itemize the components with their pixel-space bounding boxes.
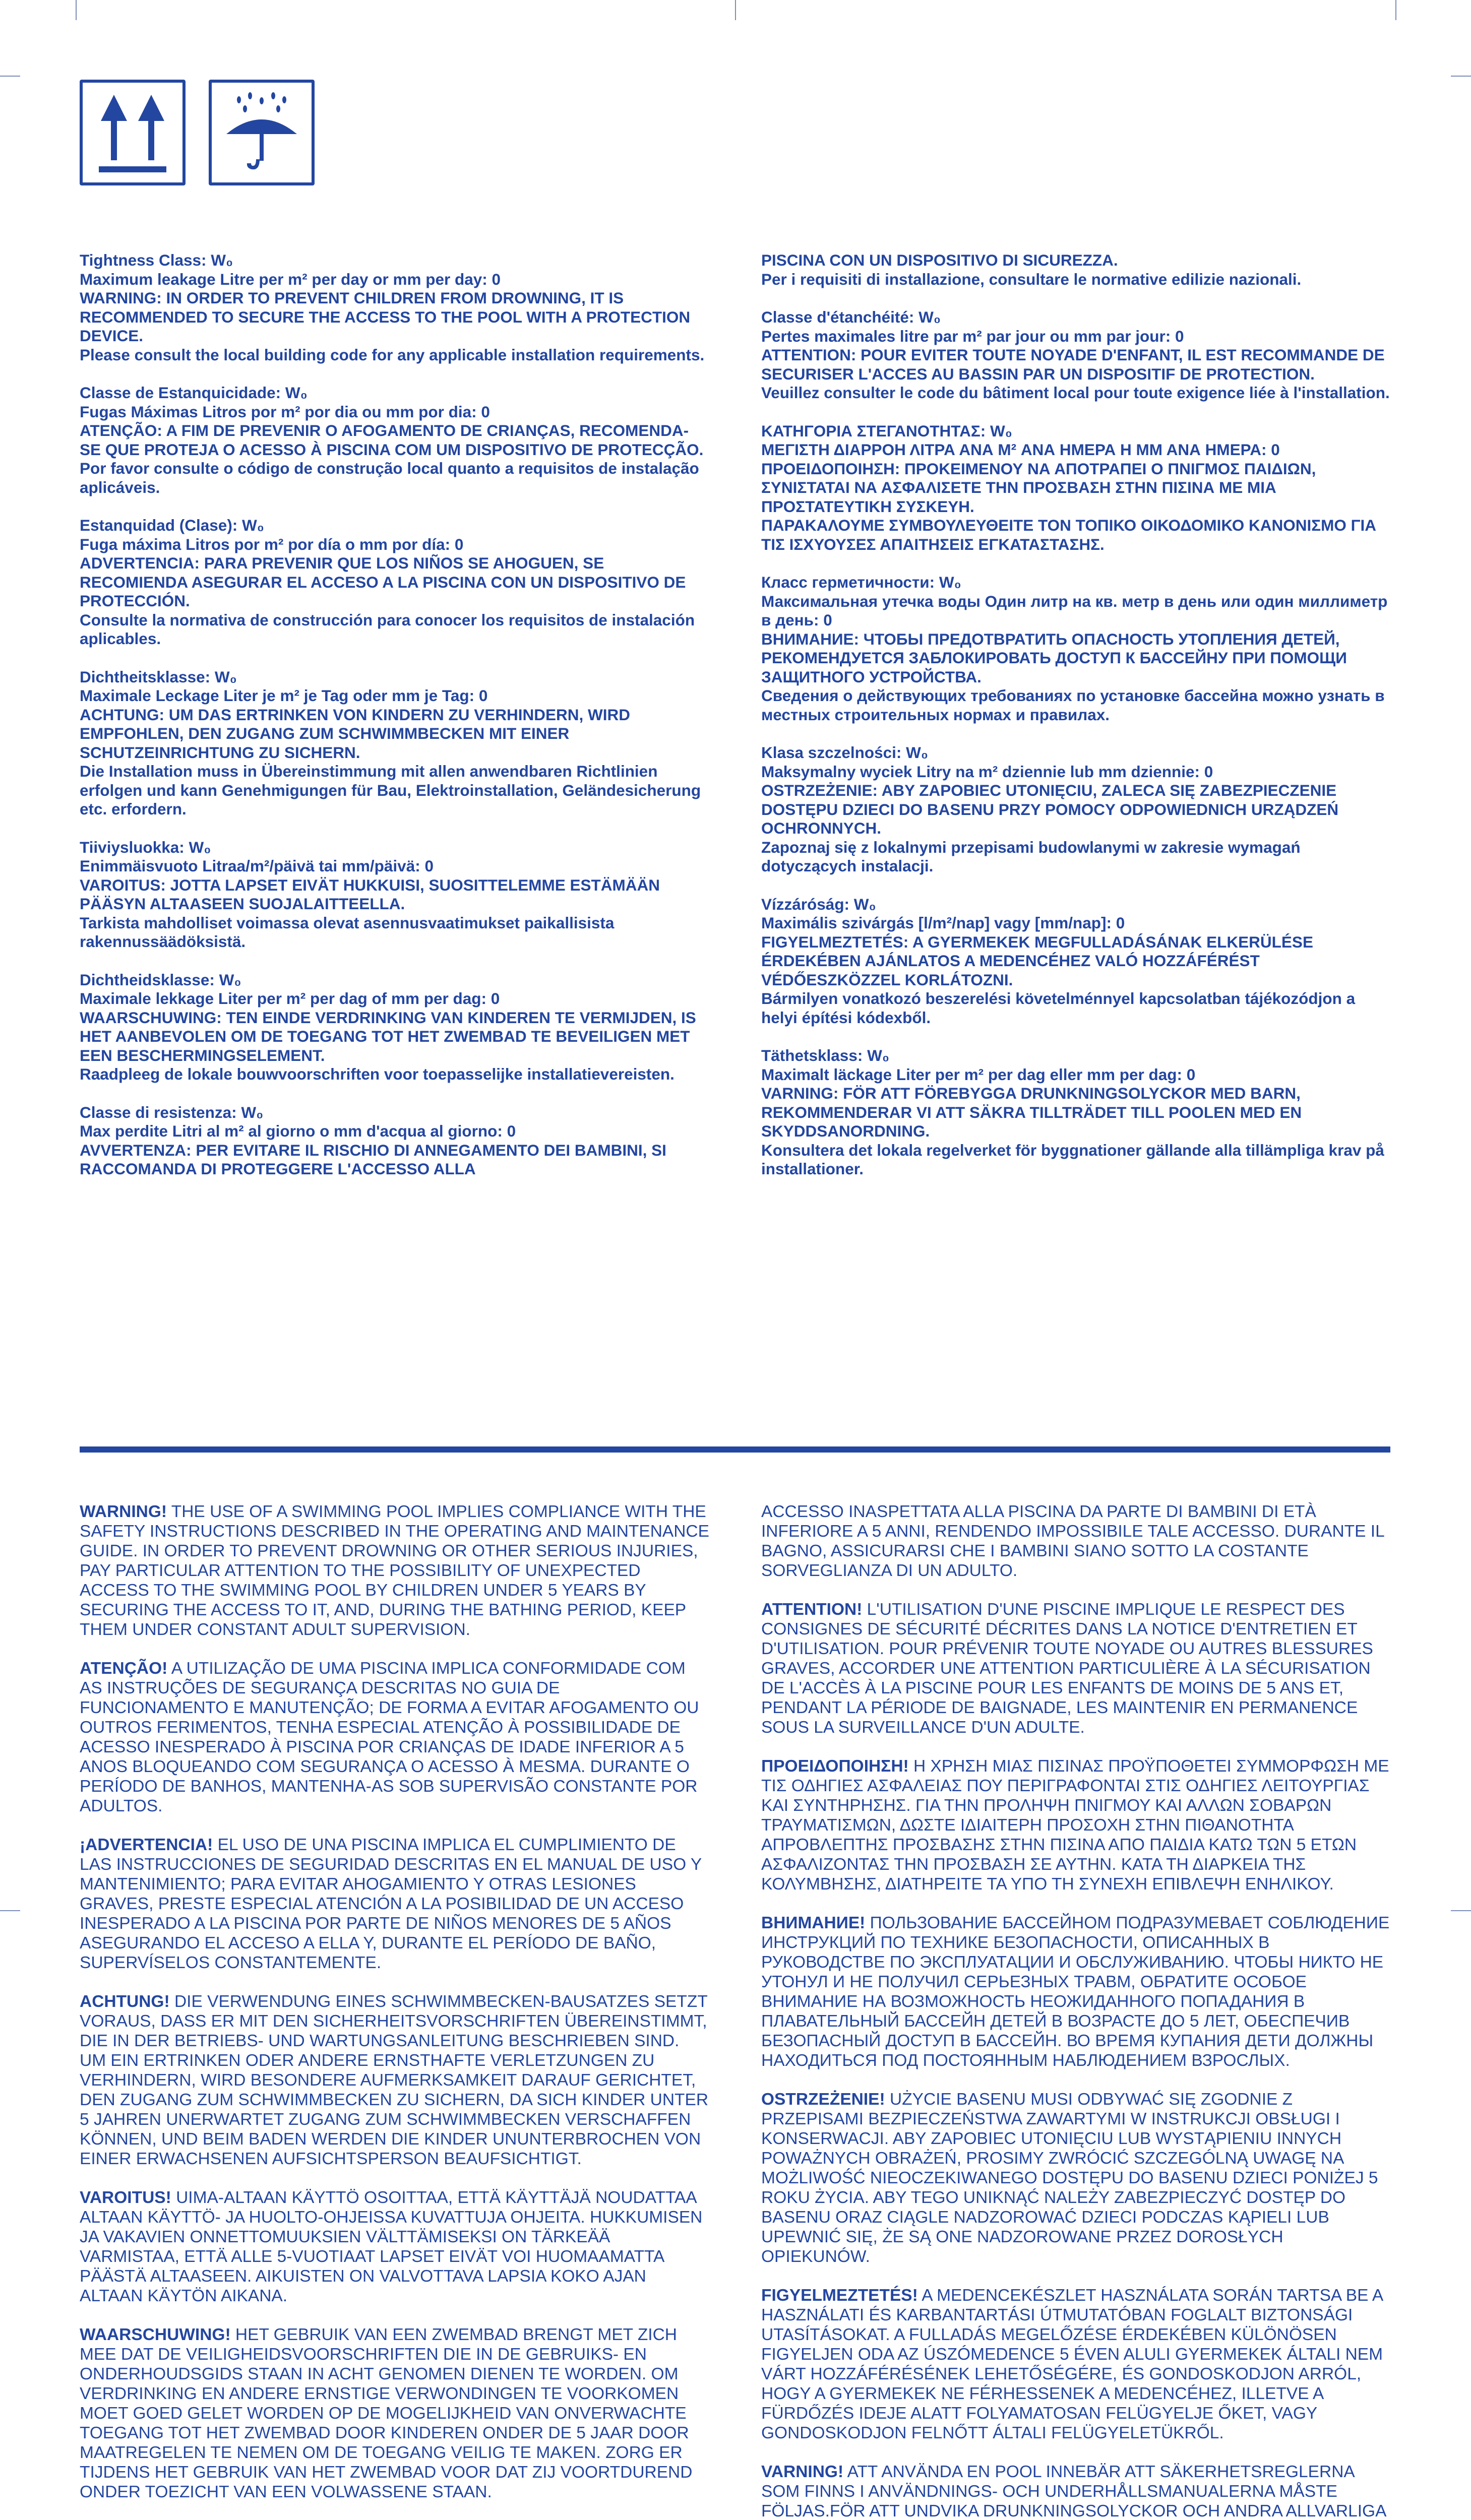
warning-sv: VARNING! ATT ANVÄNDA EN POOL INNEBÄR ATT SÄKERHETSREGLERNA SOM FINNS I ANVÄNDNINGS- OCH UNDERHÅLLSMANUALERNA MÅSTE FÖLJAS.FÖR ATT UNDVIKA DRUNKNINGSOLYCKOR OCH ANDRA ALLVARLIGA xyxy=(761,2463,1386,2520)
tightness-es: Estanquidad (Clase): W₀ Fuga máxima Litros por m² por día o mm por día: 0 ADVERTENCIA: PARA PREVENIR QUE LOS NIÑOS SE AHOGUEN, SE RECOMIENDA ASEGURAR EL ACCESO A LA PISCINA CON UN DISPOSITIVO DE PROTECCIÓN. Consulte la normativa de construcción para conocer los requisitos de instalación aplicables. xyxy=(80,516,695,648)
tightness-el: ΚΑΤΗΓΟΡΙΑ ΣΤΕΓΑΝΟΤΗΤΑΣ: W₀ ΜΕΓΙΣΤΗ ΔΙΑΡΡΟΗ ΛΙΤΡΑ ΑΝΑ M² ΑΝΑ ΗΜΕΡΑ Η ΜΜ ΑΝΑ ΗΜΕΡΑ: 0 ΠΡΟΕΙΔΟΠΟΙΗΣΗ: ΠΡΟΚΕΙΜΕΝΟΥ ΝΑ ΑΠΟΤΡΑΠΕΙ Ο ΠΝΙΓΜΟΣ ΠΑΙΔΙΩΝ, ΣΥΝΙΣΤΑΤΑΙ ΝΑ ΑΣΦΑΛΙΣΕΤΕ ΤΗΝ ΠΡΟΣΒΑΣΗ ΣΤΗΝ ΠΙΣΙΝΑ ΜΕ ΜΙΑ ΠΡΟΣΤΑΤΕΥΤΙΚΗ ΣΥΣΚΕΥΗ. ΠΑΡΑΚΑΛΟΥΜΕ ΣΥΜΒΟΥΛΕΥΘΕΙΤΕ ΤΟΝ ΤΟΠΙΚΟ ΟΙΚΟΔΟΜΙΚΟ ΚΑΝΟΝΙΣΜΟ ΓΙΑ ΤΙΣ ΙΣΧΥΟΥΣΕΣ ΑΠΑΙΤΗΣΕΙΣ ΕΓΚΑΤΑΣΤΑΣΗΣ. xyxy=(761,421,1377,553)
tightness-fi: Tiiviysluokka: W₀ Enimmäisvuoto Litraa/m²/päivä tai mm/päivä: 0 VAROITUS: JOTTA LAPSET EIVÄT HUKKUISI, SUOSITTELEMME ESTÄMÄÄN PÄÄSYN ALTAASEEN SUOJALAITTEELLA. Tarkista mahdolliset voimassa olevat asennusvaatimukset paikallisista rakennussäädöksistä. xyxy=(80,838,660,951)
crop-mark xyxy=(0,76,20,77)
tightness-fr: Classe d'étanchéité: W₀ Pertes maximales litre par m² par jour ou mm par jour: 0 ATTENTION: POUR EVITER TOUTE NOYADE D'ENFANT, IL EST RECOMMANDE DE SECURISER L'ACCES AU BASSIN PAR UN DISPOSITIF DE PROTECTION. Veuillez consulter le code du bâtiment local pour toute exigence liée à l'installation. xyxy=(761,308,1390,402)
tightness-class-left-column xyxy=(80,251,710,1198)
crop-mark xyxy=(1395,0,1396,20)
tightness-class-right-column xyxy=(761,251,1391,1198)
tightness-en: Tightness Class: W₀ Maximum leakage Litre per m² per day or mm per day: 0 WARNING: IN ORDER TO PREVENT CHILDREN FROM DROWNING, IT IS RECOMMENDED TO SECURE THE ACCESS TO THE POOL WITH A PROTECTION DEVICE. Please consult the local building code for any applicable installation requirements. xyxy=(80,251,705,364)
crop-mark xyxy=(1451,76,1471,77)
tightness-nl: Dichtheidsklasse: W₀ Maximale lekkage Liter per m² per dag of mm per dag: 0 WAARSCHUWING: TEN EINDE VERDRINKING VAN KINDEREN TE VERMIJDEN, IS HET AANBEVOLEN OM DE TOEGANG TOT HET ZWEMBAD TE BEVEILIGEN MET EEN BESCHERMINGSELEMENT. Raadpleeg de lokale bouwvoorschriften voor toepasselijke installatievereisten. xyxy=(80,970,696,1083)
warning-nl: WAARSCHUWING! HET GEBRUIK VAN EEN ZWEMBAD BRENGT MET ZICH MEE DAT DE VEILIGHEIDSVOORSCHRIFTEN DIE IN DE GEBRUIKS- EN ONDERHOUDSGIDS STAAN IN ACHT GENOMEN DIENEN TE WORDEN. OM VERDRINKING EN ANDERE ERNSTIGE VERWONDINGEN TE VOORKOMEN MOET GOED GELET WORDEN OP DE MOGELIJKHEID VAN ONVERWACHTE TOEGANG TOT HET ZWEMBAD DOOR KINDEREN ONDER DE 5 JAAR DOOR MAATREGELEN TE NEMEN OM DE TOEGANG VEILIG TE MAKEN. ZORG ER TIJDENS HET GEBRUIK VAN HET ZWEMBAD VOOR DAT ZIJ VOORTDUREND ONDER TOEZICHT VAN EEN VOLWASSENE STAAN. xyxy=(80,2325,693,2501)
warning-hu: FIGYELMEZTETÉS! A MEDENCEKÉSZLET HASZNÁLATA SORÁN TARTSA BE A HASZNÁLATI ÉS KARBANTARTÁSI ÚTMUTATÓBAN FOGLALT BIZTONSÁGI UTASÍTÁSOKAT. A FULLADÁS MEGELŐZÉSE ÉRDEKÉBEN KÜLÖNÖSEN FIGYELJEN ODA AZ ÚSZÓMEDENCE 5 ÉVEN ALULI GYERMEKEK ÁLTALI NEM VÁRT HOZZÁFÉRÉSÉNEK LEHETŐSÉGÉRE, ÉS GONDOSKODJON ARRÓL, HOGY A GYERMEKEK NE FÉRHESSENEK A MEDENCÉHEZ, ILLETVE A FÜRDŐZÉS IDEJE ALATT FOLYAMATOSAN FELÜGYELJE ŐKET, VAGY GONDOSKODJON FELNŐTT ÁLTALI FELÜGYELETÜKRŐL. xyxy=(761,2286,1383,2442)
warning-el: ΠΡΟΕΙΔΟΠΟΙΗΣΗ! Η ΧΡΗΣΗ ΜΙΑΣ ΠΙΣΙΝΑΣ ΠΡΟΫΠΟΘΕΤΕΙ ΣΥΜΜΟΡΦΩΣΗ ΜΕ ΤΙΣ ΟΔΗΓΙΕΣ ΑΣΦΑΛΕΙΑΣ ΠΟΥ ΠΕΡΙΓΡΑΦΟΝΤΑΙ ΣΤΙΣ ΟΔΗΓΙΕΣ ΛΕΙΤΟΥΡΓΙΑΣ ΚΑΙ ΣΥΝΤΗΡΗΣΗΣ. ΓΙΑ ΤΗΝ ΠΡΟΛΗΨΗ ΠΝΙΓΜΟΥ ΚΑΙ ΑΛΛΩΝ ΣΟΒΑΡΩΝ ΤΡΑΥΜΑΤΙΣΜΩΝ, ΔΩΣΤΕ ΙΔΙΑΙΤΕΡΗ ΠΡΟΣΟΧΗ ΣΤΗΝ ΠΙΘΑΝΟΤΗΤΑ ΑΠΡΟΒΛΕΠΤΗΣ ΠΡΟΣΒΑΣΗΣ ΣΤΗΝ ΠΙΣΙΝΑ ΑΠΟ ΠΑΙΔΙΑ ΚΑΤΩ ΤΩΝ 5 ΕΤΩΝ ΑΣΦΑΛΙΖΟΝΤΑΣ ΤΗΝ ΠΡΟΣΒΑΣΗ ΣΕ ΑΥΤΗΝ. ΚΑΤΑ ΤΗ ΔΙΑΡΚΕΙΑ ΤΗΣ ΚΟΛΥΜΒΗΣΗΣ, ΔΙΑΤΗΡΕΙΤΕ ΤΑ ΥΠΟ ΤΗ ΣΥΝΕΧΗ ΕΠΙΒΛΕΨΗ ΕΝΗΛΙΚΟΥ. xyxy=(761,1757,1389,1894)
warning-fi: VAROITUS! UIMA-ALTAAN KÄYTTÖ OSOITTAA, ETTÄ KÄYTTÄJÄ NOUDATTAA ALTAAN KÄYTTÖ- JA HUOLTO-OHJEISSA KUVATTUJA OHJEITA. HUKKUMISEN JA VAKAVIEN ONNETTOMUUKSIEN VÄLTTÄMISEKSI ON TÄRKEÄÄ VARMISTAA, ETTÄ ALLE 5-VUOTIAAT LAPSET EIVÄT VOI HUOMAAMATTA PÄÄSTÄ ALTAASEEN. AIKUISTEN ON VALVOTTAVA LAPSIA KOKO AJAN ALTAAN KÄYTÖN AIKANA. xyxy=(80,2188,703,2305)
this-way-up-icon xyxy=(80,80,186,185)
warning-ru: ВНИМАНИЕ! ПОЛЬЗОВАНИЕ БАССЕЙНОМ ПОДРАЗУМЕВАЕТ СОБЛЮДЕНИЕ ИНСТРУКЦИЙ ПО ТЕХНИКЕ БЕЗОПАСНОСТИ, ОПИСАННЫХ В РУКОВОДСТВЕ ПО ЭКСПЛУАТАЦИИ И ОБСЛУЖИВАНИЮ. ЧТОБЫ НИКТО НЕ УТОНУЛ И НЕ ПОЛУЧИЛ СЕРЬЕЗНЫХ ТРАВМ, ОБРАТИТЕ ОСОБОЕ ВНИМАНИЕ НА ВОЗМОЖНОСТЬ НЕОЖИДАННОГО ПОПАДАНИЯ В ПЛАВАТЕЛЬНЫЙ БАССЕЙН ДЕТЕЙ В ВОЗРАСТЕ ДО 5 ЛЕТ, ОБЕСПЕЧИВ БЕЗОПАСНЫЙ ДОСТУП В БАССЕЙН. ВО ВРЕМЯ КУПАНИЯ ДЕТИ ДОЛЖНЫ НАХОДИТЬСЯ ПОД ПОСТОЯННЫМ НАБЛЮДЕНИЕМ ВЗРОСЛЫХ. xyxy=(761,1914,1390,2070)
warning-pl: OSTRZEŻENIE! UŻYCIE BASENU MUSI ODBYWAĆ SIĘ ZGODNIE Z PRZEPISAMI BEZPIECZEŃSTWA ZAWARTYMI W INSTRUKCJI OBSŁUGI I KONSERWACJI. ABY ZAPOBIEC UTONIĘCIU LUB WYSTĄPIENIU INNYCH POWAŻNYCH OBRAŻEŃ, PROSIMY ZWRÓCIĆ SZCZEGÓLNĄ UWAGĘ NA MOŻLIWOŚĆ NIEOCZEKIWANEGO DOSTĘPU DO BASENU DZIECI PONIŻEJ 5 ROKU ŻYCIA. ABY TEGO UNIKNĄĆ NALEŻY ZABEZPIECZYĆ DOSTĘP DO BASENU ORAZ CIĄGLE NADZOROWAĆ DZIECI PODCZAS KĄPIELI LUB UPEWNIĆ SIĘ, ŻE SĄ ONE NADZOROWANE PRZEZ DOROSŁYCH OPIEKUNÓW. xyxy=(761,2090,1378,2266)
warning-pt: ATENÇÃO! A UTILIZAÇÃO DE UMA PISCINA IMPLICA CONFORMIDADE COM AS INSTRUÇÕES DE SEGURANÇA DESCRITAS NO GUIA DE FUNCIONAMENTO E MANUTENÇÃO; DE FORMA A EVITAR AFOGAMENTO OU OUTROS FERIMENTOS, TENHA ESPECIAL ATENÇÃO À POSSIBILIDADE DE ACESSO INESPERADO À PISCINA POR CRIANÇAS DE IDADE INFERIOR A 5 ANOS BLOQUEANDO COM SEGURANÇA O ACESSO À MESMA. DURANTE O PERÍODO DE BANHOS, MANTENHA-AS SOB SUPERVISÃO CONSTANTE POR ADULTOS. xyxy=(80,1659,699,1815)
tightness-pl: Klasa szczelności: W₀ Maksymalny wyciek Litry na m² dziennie lub mm dziennie: 0 OSTRZEŻENIE: ABY ZAPOBIEC UTONIĘCIU, ZALECA SIĘ ZABEZPIECZENIE DOSTĘPU DZIECI DO BASENU PRZY POMOCY ODPOWIEDNICH URZĄDZEŃ OCHRONNYCH. Zapoznaj się z lokalnymi przepisami budowlanymi w zakresie wymagań dotyczących instalacji. xyxy=(761,743,1339,875)
crop-mark xyxy=(1451,1910,1471,1911)
tightness-ru: Класс герметичности: W₀ Максимальная утечка воды Один литр на кв. метр в день или один миллиметр в день: 0 ВНИМАНИЕ: ЧТОБЫ ПРЕДОТВРАТИТЬ ОПАСНОСТЬ УТОПЛЕНИЯ ДЕТЕЙ, РЕКОМЕНДУЕТСЯ ЗАБЛОКИРОВАТЬ ДОСТУП К БАССЕЙНУ ПРИ ПОМОЩИ ЗАЩИТНОГО УСТРОЙСТВА. Сведения о действующих требованиях по установке бассейна можно узнать в местных строительных нормах и правилах. xyxy=(761,573,1388,724)
tightness-it-cont: PISCINA CON UN DISPOSITIVO DI SICUREZZA. Per i requisiti di installazione, consultare le normative edilizie nazionali. xyxy=(761,251,1302,288)
tightness-de: Dichtheitsklasse: W₀ Maximale Leckage Liter je m² je Tag oder mm je Tag: 0 ACHTUNG: UM DAS ERTRINKEN VON KINDERN ZU VERHINDERN, WIRD EMPFOHLEN, DEN ZUGANG ZUM SCHWIMMBECKEN MIT EINER SCHUTZEINRICHTUNG ZU SICHERN. Die Installation muss in Übereinstimmung mit allen anwendbaren Richtlinien erfolgen und kann Genehmigungen für Bau, Elektroinstallation, Geländesicherung etc. erfordern. xyxy=(80,667,701,818)
pool-warning-left-column xyxy=(80,1502,710,2520)
tightness-sv: Täthetsklass: W₀ Maximalt läckage Liter per m² per dag eller mm per dag: 0 VARNING: FÖR ATT FÖREBYGGA DRUNKNINGSOLYCKOR MED BARN, REKOMMENDERAR VI ATT SÄKRA TILLTRÄDET TILL POOLEN MED EN SKYDDSANORDNING. Konsultera det lokala regelverket för byggnationer gällande alla tillämpliga krav på installationer. xyxy=(761,1046,1384,1178)
warning-fr: ATTENTION! L'UTILISATION D'UNE PISCINE IMPLIQUE LE RESPECT DES CONSIGNES DE SÉCURITÉ DÉCRITES DANS LA NOTICE D'ENTRETIEN ET D'UTILISATION. POUR PRÉVENIR TOUTE NOYADE OU AUTRES BLESSURES GRAVES, ACCORDER UNE ATTENTION PARTICULIÈRE À LA SÉCURISATION DE L'ACCÈS À LA PISCINE POUR LES ENFANTS DE MOINS DE 5 ANS ET, PENDANT LA PÉRIODE DE BAIGNADE, LES MAINTENIR EN PERMANENCE SOUS LA SURVEILLANCE D'UN ADULTE. xyxy=(761,1600,1373,1737)
tightness-hu: Vízzáróság: W₀ Maximális szivárgás [l/m²/nap] vagy [mm/nap]: 0 FIGYELMEZTETÉS: A GYERMEKEK MEGFULLADÁSÁNAK ELKERÜLÉSE ÉRDEKÉBEN AJÁNLATOS A MEDENCÉHEZ VALÓ HOZZÁFÉRÉST VÉDŐESZKÖZZEL KORLÁTOZNI. Bármilyen vonatkozó beszerelési követelménnyel kapcsolatban tájékozódjon a helyi építési kódexből. xyxy=(761,895,1356,1027)
keep-dry-icon xyxy=(209,80,315,185)
crop-mark xyxy=(735,0,736,20)
tightness-it: Classe di resistenza: W₀ Max perdite Litri al m² al giorno o mm d'acqua al giorno: 0 AVVERTENZA: PER EVITARE IL RISCHIO DI ANNEGAMENTO DEI BAMBINI, SI RACCOMANDA DI PROTEGGERE L'ACCESSO ALLA xyxy=(80,1103,666,1178)
warning-en: WARNING! THE USE OF A SWIMMING POOL IMPLIES COMPLIANCE WITH THE SAFETY INSTRUCTIONS DESCRIBED IN THE OPERATING AND MAINTENANCE GUIDE. IN ORDER TO PREVENT DROWNING OR OTHER SERIOUS INJURIES, PAY PARTICULAR ATTENTION TO THE POSSIBILITY OF UNEXPECTED ACCESS TO THE SWIMMING POOL BY CHILDREN UNDER 5 YEARS BY SECURING THE ACCESS TO IT, AND, DURING THE BATHING PERIOD, KEEP THEM UNDER CONSTANT ADULT SUPERVISION. xyxy=(80,1502,709,1639)
crop-mark xyxy=(0,1910,20,1911)
crop-mark xyxy=(76,0,77,20)
warning-it-cont: ACCESSO INASPETTATA ALLA PISCINA DA PARTE DI BAMBINI DI ETÀ INFERIORE A 5 ANNI, RENDENDO IMPOSSIBILE TALE ACCESSO. DURANTE IL BAGNO, ASSICURARSI CHE I BAMBINI SIANO SOTTO LA COSTANTE SORVEGLIANZA DI UN ADULTO. xyxy=(761,1502,1384,1580)
pool-warning-right-column xyxy=(761,1502,1391,2520)
section-divider xyxy=(80,1446,1390,1453)
package-icons xyxy=(80,80,315,185)
warning-es: ¡ADVERTENCIA! EL USO DE UNA PISCINA IMPLICA EL CUMPLIMIENTO DE LAS INSTRUCCIONES DE SEGURIDAD DESCRITAS EN EL MANUAL DE USO Y MANTENIMIENTO; PARA EVITAR AHOGAMIENTO Y OTRAS LESIONES GRAVES, PRESTE ESPECIAL ATENCIÓN A LA POSIBILIDAD DE UN ACCESO INESPERADO A LA PISCINA POR PARTE DE NIÑOS MENORES DE 5 AÑOS ASEGURANDO EL ACCESO A ELLA Y, DURANTE EL PERÍODO DE BAÑO, SUPERVÍSELOS CONSTANTEMENTE. xyxy=(80,1836,702,1972)
tightness-pt: Classe de Estanquicidade: W₀ Fugas Máximas Litros por m² por dia ou mm por dia: 0 ATENÇÃO: A FIM DE PREVENIR O AFOGAMENTO DE CRIANÇAS, RECOMENDA-SE QUE PROTEJA O ACESSO À PISCINA COM UM DISPOSITIVO DE PROTECÇÃO. Por favor consulte o código de construção local quanto a requisitos de instalação aplicáveis. xyxy=(80,384,704,496)
warning-de: ACHTUNG! DIE VERWENDUNG EINES SCHWIMMBECKEN-BAUSATZES SETZT VORAUS, DASS ER MIT DEN SICHERHEITSVORSCHRIFTEN ÜBEREINSTIMMT, DIE IN DER BETRIEBS- UND WARTUNGSANLEITUNG BESCHRIEBEN SIND. UM EIN ERTRINKEN ODER ANDERE ERNSTHAFTE VERLETZUNGEN ZU VERHINDERN, WIRD BESONDERE AUFMERKSAMKEIT DARAUF GERICHTET, DEN ZUGANG ZUM SCHWIMMBECKEN ZU SICHERN, DA SICH KINDER UNTER 5 JAHREN UNERWARTET ZUGANG ZUM SCHWIMMBECKEN VERSCHAFFEN KÖNNEN, UND BEIM BADEN WERDEN DIE KINDER UNUNTERBROCHEN VON EINER ERWACHSENEN AUFSICHTSPERSON BEAUFSICHTIGT. xyxy=(80,1992,709,2168)
